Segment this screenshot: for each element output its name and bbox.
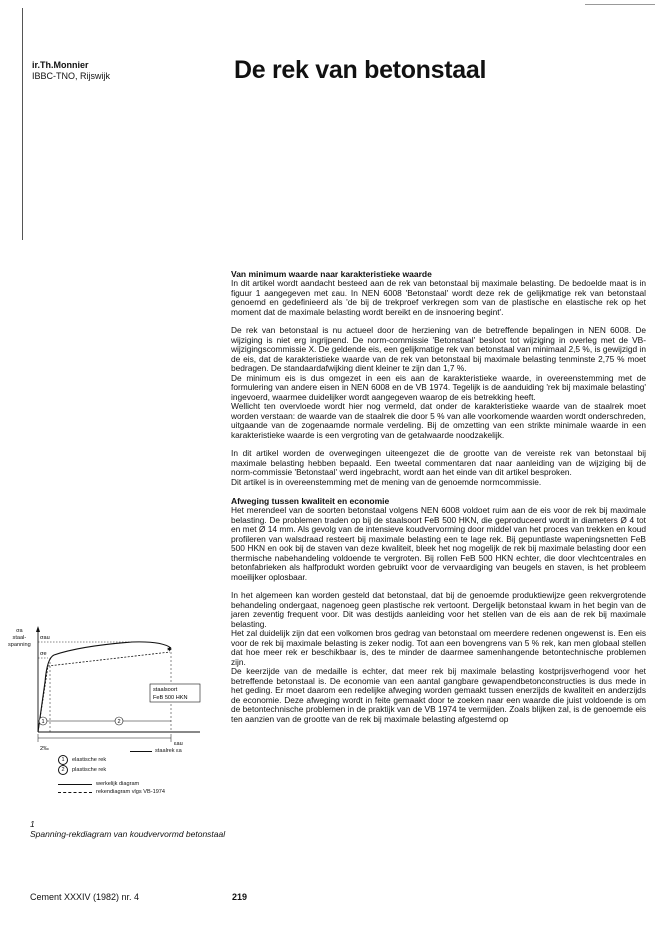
caption-number: 1	[30, 819, 35, 829]
paragraph-3: De minimum eis is dus omgezet in een eis aan de karakteristieke waarde, in overeenstemming met de formulering van andere eisen in NEN 6008 en de VB 1974. Tegelijk is de aanduiding 'rek bij maximale belasting' ingevoerd, waarmee duidelijker wordt aangegeven waarop de eis betrekking heeft.	[231, 372, 646, 402]
article-body	[231, 269, 646, 724]
legend-item	[58, 780, 165, 788]
top-rule	[585, 4, 655, 5]
author-affiliation: IBBC-TNO, Rijswijk	[32, 71, 110, 81]
y-axis-label-2: spanning	[8, 642, 31, 648]
figure-caption	[30, 819, 230, 839]
break-marker-icon: ✱	[167, 647, 172, 653]
paragraph-1: In dit artikel wordt aandacht besteed aan de rek van betonstaal bij maximale belasting. De bedoelde maat is in figuur 1 aangegeven met εau. In NEN 6008 'Betonstaal' wordt deze rek de gelijkmatige rek van betonstaal genoemd en gedefinieerd als 'de bij de trekproef verkregen som van de plastische en elastische rek op het moment dat de maximale belasting wordt bereikt en de insnoering begint'.	[231, 278, 646, 317]
article-title: De rek van betonstaal	[234, 56, 487, 84]
legend-item	[58, 788, 165, 796]
section-heading-1: Van minimum waarde naar karakteristieke waarde	[231, 269, 432, 279]
journal-reference: Cement XXXIV (1982) nr. 4	[30, 892, 140, 902]
y-axis-label	[8, 628, 31, 649]
legend-1-number: 1	[58, 755, 68, 765]
author-block	[32, 60, 110, 82]
steel-grade-label-1: staalsoort	[153, 687, 178, 693]
paragraph-6: Dit artikel is in overeenstemming met de mening van de genoemde normcommissie.	[231, 476, 542, 487]
caption-text: Spanning-rekdiagram van koudvervormd betonstaal	[30, 829, 226, 839]
legend-2-text: plastische rek	[72, 767, 107, 773]
sigma-au-label: σau	[40, 635, 50, 641]
tick-label: 2‰	[40, 746, 49, 752]
paragraph-2: De rek van betonstaal is nu actueel door de herziening van de betreffende bepalingen in NEN 6008. De wijziging is niet erg ingrijpend. De norm-commissie 'Betonstaal' besloot tot wijziging in overleg met de VB-wijzigingscommissie X. De geldende eis, een gelijkmatige rek van betonstaal van minimaal 2,5 %, is gewijzigd in de eis, dat de karakteristieke waarde van de rek van betonstaal bij maximale belasting tenminste 2,75 % moet bedragen. De standaardafwijking dient kleiner te zijn dan 1,7 %.	[231, 325, 646, 373]
paragraph-4: Wellicht ten overvloede wordt hier nog vermeld, dat onder de karakteristieke waarde van de staalrek moet worden verstaan: de waarde van de staalrek die door 5 % van alle voorkomende waarden wordt onderschreden, uitgaande van de zogenaamde normale verdeling. Bij de omzetting van een strikte minimale waarde in een karakteristieke waarde is een vergroting van de getalwaarde noodzakelijk.	[231, 401, 646, 440]
y-axis-arrow	[36, 626, 40, 632]
y-axis-label-1: staal-	[12, 635, 27, 641]
region-1-label: 1	[41, 719, 45, 725]
author-name: ir.Th.Monnier	[32, 60, 89, 70]
paragraph-5: In dit artikel worden de overwegingen uiteengezet die de grootte van de vereiste rek van betonstaal bij maximale belasting hebben bepaald. Een tweetal commentaren dat naar aanleiding van de wijziging bij de norm-commissie 'Betonstaal' werd ingebracht, wordt aan het einde van dit artikel besproken.	[231, 448, 646, 477]
x-axis-label: staalrek εa	[130, 748, 182, 754]
solid-line-swatch	[58, 784, 92, 785]
legend-item	[58, 765, 165, 775]
margin-rule	[22, 8, 23, 240]
region-2-label: 2	[117, 719, 121, 725]
x-axis-arrow-icon	[130, 751, 152, 752]
legend-dashed-text: rekendiagram vlgs VB-1974	[96, 789, 166, 795]
eps-au-label: εau	[174, 741, 183, 747]
legend-item	[58, 755, 165, 765]
sigma-e-label: σe	[40, 651, 47, 657]
page-number: 219	[232, 892, 248, 902]
dashed-line-swatch	[58, 792, 92, 793]
legend-2-number: 2	[58, 765, 68, 775]
paragraph-9: Het zal duidelijk zijn dat een volkomen bros gedrag van betonstaal om meerdere redenen ongewenst is. Een eis voor de rek bij maximale belasting is zeker nodig. Tot aan een bovengrens van 5 % rek, kan men globaal stellen dat hoe meer rek er beschikbaar is, des te minder de daarmee samenhangende betontechnische problemen zijn.	[231, 628, 646, 667]
stress-strain-diagram	[20, 622, 220, 752]
y-axis-symbol: σa	[16, 628, 23, 634]
figure-legend	[58, 755, 165, 796]
steel-grade-label-2: FeB 500 HKN	[153, 695, 188, 701]
paragraph-10: De keerzijde van de medaille is echter, dat meer rek bij maximale belasting kostprijsverhogend voor het betreffende betonstaal is. De economie van een aantal gangbare gewapendbetonconstructies is dus mede in het geding. Er moet daarom een redelijke afweging worden gemaakt tussen enerzijds de kwaliteit en anderzijds de economie. Deze afweging wordt in feite gemaakt door te zoeken naar een waarde die juist voldoende is om de betontechnische problemen in de praktijk van de VB 1974 te vermijden. Zoals blijken zal, is de genoemde eis ten aanzien van de grootte van de rek bij maximale belasting afgestemd op	[231, 666, 646, 724]
section-heading-2: Afweging tussen kwaliteit en economie	[231, 496, 390, 506]
legend-1-text: elastische rek	[72, 757, 107, 763]
paragraph-8: In het algemeen kan worden gesteld dat betonstaal, dat bij de genoemde produktiewijze geen rekvergrotende behandeling ondergaat, nagenoeg geen plastische rek vertoont. Dergelijk betonstaal kwam in het begin van de jaren zeventig frequent voor. Dit was destijds aanleiding voor het stellen van de eis aan de rek bij maximale belasting.	[231, 590, 646, 629]
legend-solid-text: werkelijk diagram	[96, 781, 140, 787]
paragraph-7: Het merendeel van de soorten betonstaal volgens NEN 6008 voldoet ruim aan de eis voor de rek bij maximale belasting. De problemen traden op bij de staalsoort FeB 500 HKN, die geproduceerd wordt in diameters Ø 4 tot en met Ø 14 mm. Als gevolg van de intensieve koudvervorming door middel van het proces van trekken en koud profileren van walsdraad resteert bij maximale belasting een te lage rek. Bij gepuntlaste wapeningsnetten FeB 500 HKN en ook bij de staven van deze kwaliteit, bleek het nog mogelijk de rek bij maximale belasting door een thermische nabehandeling voldoende te vergroten. Bij rollen FeB 500 HKN echter, die door vlechtcentrales en betonfabrieken als halfprodukt worden gebruikt voor de vervaardiging van beugels en staven, is het probleem moeilijker oplosbaar.	[231, 505, 646, 582]
